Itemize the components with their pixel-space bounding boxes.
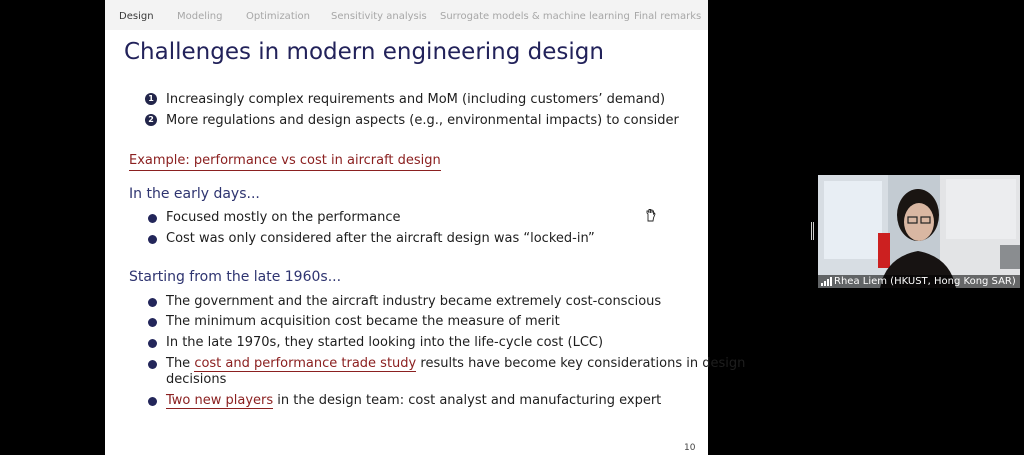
example-link[interactable]: Example: performance vs cost in aircraft design — [129, 153, 441, 171]
bullet-1960s-1: The government and the aircraft industry became extremely cost-conscious — [166, 294, 662, 309]
nav-item-surrogate-models[interactable]: Surrogate models & machine learning — [440, 11, 630, 22]
section-heading-early-days: In the early days... — [129, 186, 260, 202]
participant-video-feed — [818, 175, 1020, 288]
participant-name-label: Rhea Liem (HKUST, Hong Kong SAR) — [834, 276, 1016, 287]
presentation-slide — [105, 0, 746, 455]
bullet-1960s-2: The minimum acquisition cost became the measure of merit — [166, 314, 560, 329]
panel-resize-handle[interactable] — [811, 222, 814, 240]
numbered-item-2: More regulations and design aspects (e.g., environmental impacts) to consider — [166, 113, 679, 128]
new-players-link[interactable]: Two new players — [166, 393, 274, 408]
bullet-1960s-4-pre: The — [166, 356, 195, 371]
nav-item-modeling[interactable]: Modeling — [177, 11, 223, 22]
hand-cursor-icon — [645, 208, 656, 222]
bullet-early-1: Focused mostly on the performance — [166, 210, 401, 225]
bullet-1960s-4 — [166, 356, 745, 371]
bullet-1960s-4-post: results have become key considerations in design — [416, 356, 746, 371]
bullet-dot — [148, 298, 157, 307]
trade-study-link[interactable]: cost and performance trade study — [194, 356, 417, 371]
page-number: 10 — [684, 443, 696, 453]
bullet-1960s-4-line2: decisions — [166, 372, 227, 387]
bullet-1960s-3: In the late 1970s, they started looking into the life-cycle cost (LCC) — [166, 335, 604, 350]
section-nav-bar — [105, 0, 708, 30]
bullet-dot — [148, 339, 157, 348]
enum-marker-1: 1 — [145, 93, 157, 105]
bullet-dot — [148, 360, 157, 369]
bullet-dot — [148, 318, 157, 327]
nav-item-optimization[interactable]: Optimization — [246, 11, 310, 22]
nav-item-final-remarks[interactable]: Final remarks — [634, 11, 702, 22]
numbered-item-1: Increasingly complex requirements and MoM (including customers’ demand) — [166, 92, 666, 107]
bullet-dot — [148, 397, 157, 406]
bullet-1960s-5-post: in the design team: cost analyst and manufacturing expert — [273, 393, 662, 408]
bullet-dot — [148, 214, 157, 223]
section-heading-late-1960s: Starting from the late 1960s... — [129, 269, 342, 285]
participant-video-tile[interactable] — [818, 175, 1020, 288]
participant-name-bar — [818, 275, 1020, 288]
bullet-dot — [148, 235, 157, 244]
enum-marker-2: 2 — [145, 114, 157, 126]
signal-bars-icon — [821, 277, 832, 286]
nav-item-sensitivity-analysis[interactable]: Sensitivity analysis — [331, 11, 427, 22]
bullet-early-2: Cost was only considered after the aircraft design was “locked-in” — [166, 231, 595, 246]
bullet-1960s-5 — [166, 393, 661, 408]
nav-item-design[interactable]: Design — [119, 11, 154, 22]
slide-title: Challenges in modern engineering design — [124, 39, 604, 65]
